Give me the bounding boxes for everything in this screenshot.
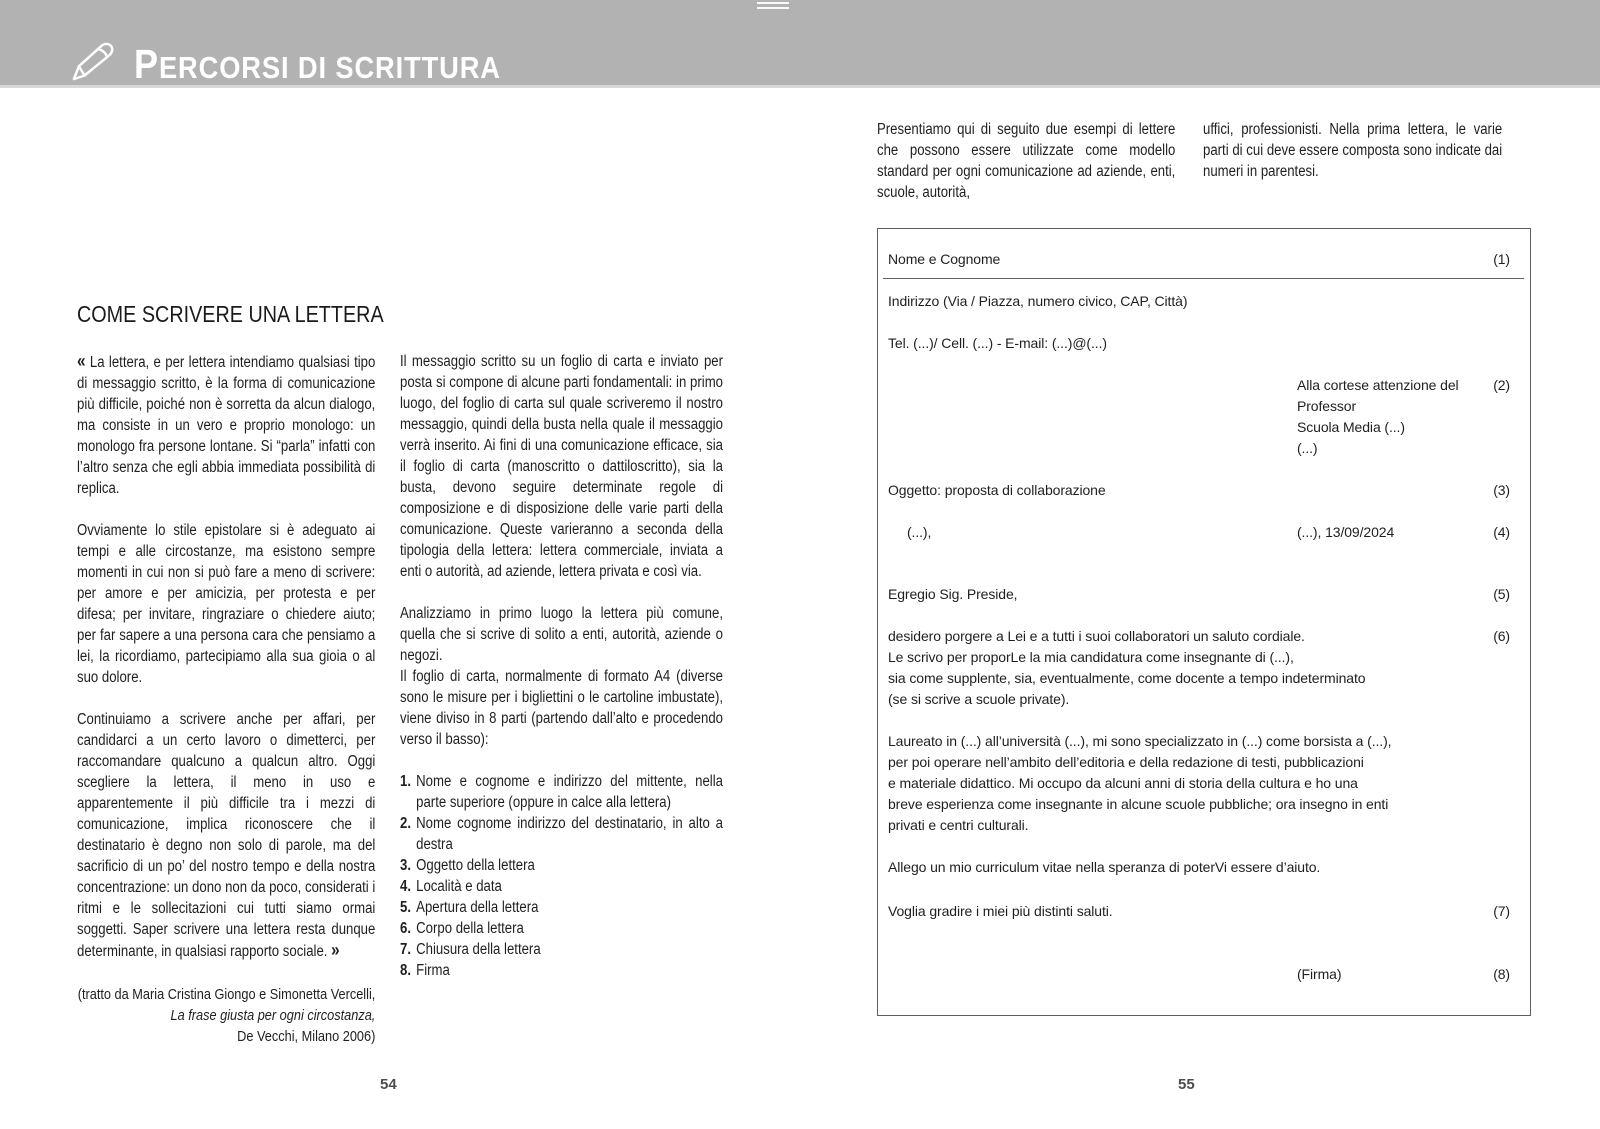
list-item — [400, 876, 723, 897]
recipient-line: Professor — [1297, 398, 1357, 414]
citation-authors: (tratto da Maria Cristina Giongo e Simonetta Vercelli, — [77, 986, 376, 1003]
paragraph: Analizziamo in primo luogo la lettera più comune, quella che si scrive di solito a enti, autorità, aziende o negozi. — [400, 605, 723, 664]
paragraph-quote-open — [77, 351, 375, 499]
list-item-number: 2. — [400, 815, 411, 832]
letter-sender-name-row — [888, 249, 1510, 270]
paragraph-text: Continuiamo a scrivere anche per affari, per candidarci a un certo lavoro o dimetterci, per raccomandare qualcuno a qualcun altro. Oggi scegliere la lettera, il meno in uso e apparentemente il più difficile tra i mezzi di comunicazione, implica riconoscere che il destinatario è degno non solo di parole, ma del sacrificio di un po’ del nostro tempo e della nostra concentrazione: un dono non da poco, considerati i ritmi e le sollecitazioni cui tutti siamo ormai soggetti. Saper scrivere una lettera resta dunque determinante, in qualsiasi rapporto sociale. — [77, 711, 376, 960]
letter-left-placeholder: (...), — [907, 524, 932, 540]
letter-body-line: desidero porgere a Lei e a tutti i suoi collaboratori un saluto cordiale. — [888, 628, 1305, 644]
article-title: COME SCRIVERE UNA LETTERA — [77, 301, 384, 327]
list-item-number: 6. — [400, 920, 411, 937]
citation-publisher: De Vecchi, Milano 2006) — [237, 1028, 376, 1045]
letter-body-line: privati e centri culturali. — [888, 817, 1029, 833]
letter-body-paragraph-1 — [888, 626, 1510, 710]
letter-place-date-row — [888, 522, 1510, 543]
part-number-5: (5) — [1493, 586, 1510, 602]
citation-work-title: La frase giusta per ogni circostanza, — [170, 1007, 376, 1024]
list-item — [400, 939, 723, 960]
letter-signature-row — [888, 964, 1510, 985]
left-page-column-1 — [77, 351, 375, 1047]
letter-recipient-block — [888, 375, 1510, 459]
list-item-text: Chiusura della lettera — [416, 941, 541, 958]
place-and-date: (...), 13/09/2024 — [1297, 524, 1395, 540]
source-citation — [77, 984, 375, 1047]
letter-parts-list — [400, 771, 723, 981]
chapter-title-rest: ERCORSI DI SCRITTURA — [158, 50, 501, 86]
sample-letter-box — [877, 228, 1531, 1016]
letter-signature: (Firma) — [1297, 966, 1342, 982]
chapter-header — [70, 40, 551, 88]
list-item-number: 4. — [400, 878, 411, 895]
part-number-4: (4) — [1493, 524, 1510, 540]
paragraph-quote-close — [77, 709, 375, 962]
list-item-text: Nome cognome indirizzo del destinatario, in alto a destra — [416, 815, 723, 853]
left-page-column-2 — [400, 351, 723, 981]
sender-address: Indirizzo (Via / Piazza, numero civico, CAP, Città) — [888, 293, 1188, 309]
pencil-icon — [70, 40, 116, 82]
chapter-title — [134, 41, 501, 88]
registration-mark — [757, 2, 789, 9]
close-guillemet: » — [331, 940, 340, 960]
part-number-2: (2) — [1493, 377, 1510, 393]
list-item-text: Apertura della lettera — [416, 899, 539, 916]
list-item-text: Corpo della lettera — [416, 920, 524, 937]
letter-body-line: (se si scrive a scuole private). — [888, 691, 1070, 707]
part-number-7: (7) — [1493, 903, 1510, 919]
part-number-6: (6) — [1493, 628, 1510, 644]
divider — [883, 278, 1524, 279]
intro-column-1: Presentiamo qui di seguito due esempi di lettere che possono essere utilizzate come modello standard per ogni comunicazione ad aziende, enti, scuole, autorità, — [877, 121, 1176, 201]
letter-body-line: e materiale didattico. Mi occupo da alcuni anni di storia della cultura e ho una — [888, 775, 1358, 791]
letter-body-line: sia come supplente, sia, eventualmente, come docente a tempo indeterminato — [888, 670, 1366, 686]
letter-closing-row — [888, 901, 1510, 922]
list-item-text: Località e data — [416, 878, 502, 895]
list-item-text: Firma — [416, 962, 450, 979]
list-item-number: 8. — [400, 962, 411, 979]
list-item — [400, 771, 723, 813]
paragraph-text: La lettera, e per lettera intendiamo qualsiasi tipo di messaggio scritto, è la forma di comunicazione più difficile, poiché non è sorretta da alcun dialogo, ma consiste in un vero e proprio monologo: un monologo fra persone lontane. Si “parla” infatti con l’altro senza che egli abbia immediata possibilità di replica. — [77, 354, 376, 497]
recipient-lines — [1297, 375, 1484, 459]
letter-salutation: Egregio Sig. Preside, — [888, 586, 1018, 602]
paragraph: Ovviamente lo stile epistolare si è adeguato ai tempi e alle circostanze, ma esistono sempre momenti in cui non si può fare a meno di scrivere: per amore e per amicizia, per protesta e per difesa; per invitare, ringraziare o chiedere aiuto; per far sapere a una persona cara che pensiamo a lei, la ricordiamo, partecipiamo alla sua gioia o al suo dolore. — [77, 522, 376, 686]
recipient-line: Scuola Media (...) — [1297, 419, 1405, 435]
recipient-line: (...) — [1297, 440, 1318, 456]
paragraph: Il foglio di carta, normalmente di formato A4 (diverse sono le misure per i bigliettini o le cartoline imbustate), viene diviso in 8 parti (partendo dall’alto e procedendo verso il basso): — [400, 668, 723, 748]
sender-contacts: Tel. (...)/ Cell. (...) - E-mail: (...)@(...) — [888, 335, 1107, 351]
list-item — [400, 855, 723, 876]
letter-body-line: Le scrivo per proporLe la mia candidatura come insegnante di (...), — [888, 649, 1294, 665]
part-number-1: (1) — [1493, 251, 1510, 267]
part-number-3: (3) — [1493, 482, 1510, 498]
list-item-number: 7. — [400, 941, 411, 958]
list-item — [400, 897, 723, 918]
chapter-title-initial: P — [134, 41, 159, 88]
letter-body-paragraph-2 — [888, 731, 1510, 836]
list-item-number: 3. — [400, 857, 411, 874]
paragraph: Il messaggio scritto su un foglio di carta e inviato per posta si compone di alcune parti fondamentali: in primo luogo, del foglio di carta sul quale scriveremo il nostro messaggio, quindi della busta nella quale il messaggio verrà inserito. Ai fini di una comunicazione efficace, sia il foglio di carta (manoscritto o dattiloscritto), sia la busta, devono seguire determinate regole di composizione e di disposizione delle varie parti della comunicazione. Queste varieranno a seconda della tipologia della lettera: lettera commerciale, inviata a enti o autorità, ad aziende, lettera privata e così via. — [400, 353, 723, 580]
page-number-right: 55 — [1178, 1076, 1195, 1093]
part-number-8: (8) — [1493, 966, 1510, 982]
letter-body-line: per poi operare nell’ambito dell’editoria e della redazione di testi, pubblicazioni — [888, 754, 1364, 770]
sender-name: Nome e Cognome — [888, 251, 1001, 267]
letter-body-line: breve esperienza come insegnante in alcune scuole pubbliche; ora insegno in enti — [888, 796, 1389, 812]
letter-body-line: Laureato in (...) all’università (...), mi sono specializzato in (...) come borsista a (...), — [888, 733, 1392, 749]
list-item — [400, 960, 723, 981]
list-item-text: Nome e cognome e indirizzo del mittente, nella parte superiore (oppure in calce alla lettera) — [416, 773, 723, 811]
list-item-number: 5. — [400, 899, 411, 916]
chapter-header-bar — [0, 0, 1600, 88]
letter-attachment-line: Allego un mio curriculum vitae nella speranza di poterVi essere d’aiuto. — [888, 859, 1321, 875]
list-item — [400, 918, 723, 939]
letter-salutation-row — [888, 584, 1510, 605]
letter-subject-row — [888, 480, 1510, 501]
list-item-number: 1. — [400, 773, 411, 790]
page-number-left: 54 — [380, 1076, 397, 1093]
list-item-text: Oggetto della lettera — [416, 857, 535, 874]
letter-closing: Voglia gradire i miei più distinti saluti. — [888, 903, 1113, 919]
letter-subject: Oggetto: proposta di collaborazione — [888, 482, 1106, 498]
recipient-line: Alla cortese attenzione del — [1297, 377, 1459, 393]
intro-column-2: uffici, professionisti. Nella prima lettera, le varie parti di cui deve essere composta sono indicate dai numeri in parentesi. — [1203, 121, 1503, 180]
open-guillemet: « — [77, 351, 86, 371]
list-item — [400, 813, 723, 855]
